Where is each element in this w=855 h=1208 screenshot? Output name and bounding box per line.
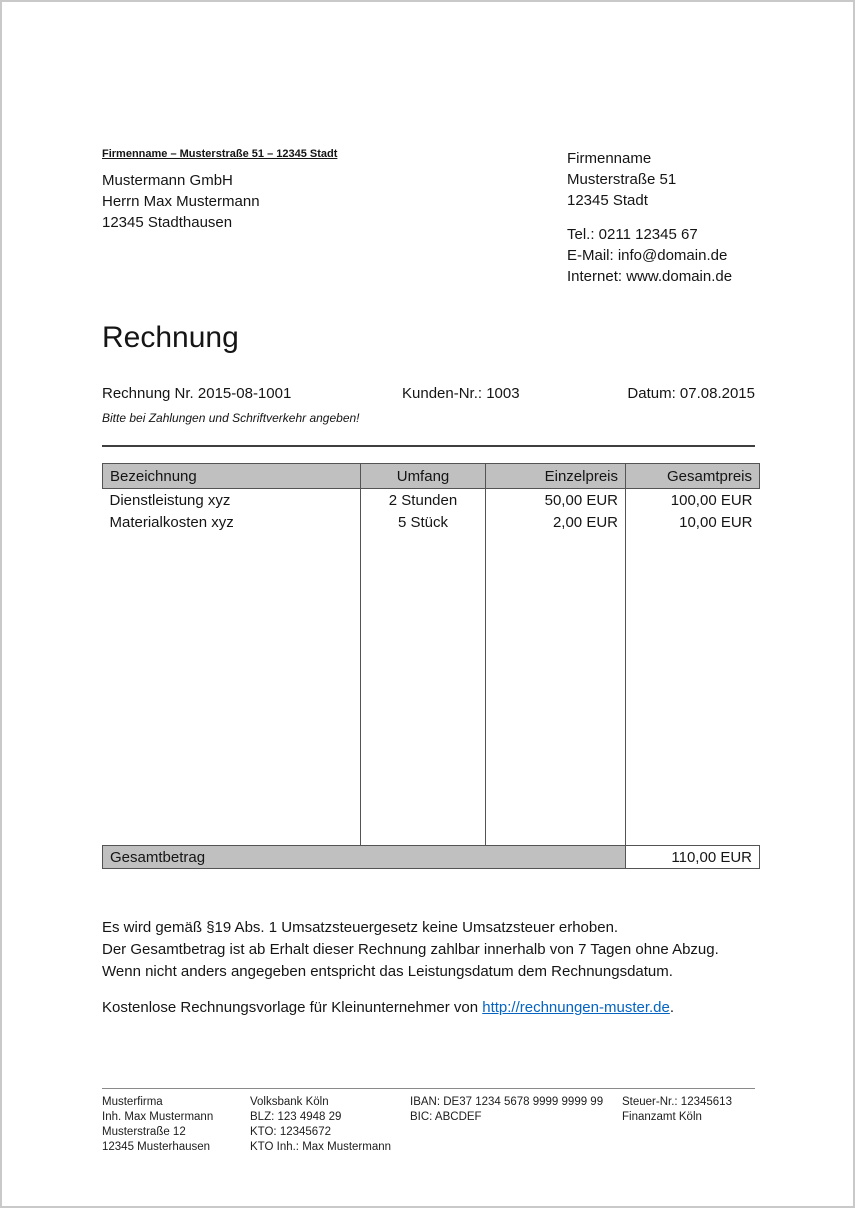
terms-paragraph: [102, 917, 755, 983]
table-row: [103, 511, 760, 533]
footer-owner: Inh. Max Mustermann: [102, 1111, 214, 1123]
sender-city: 12345 Stadt: [567, 192, 648, 209]
sender-phone: Tel.: 0211 12345 67: [567, 226, 698, 243]
sender-name: Firmenname: [567, 150, 652, 167]
footer-iban: IBAN: DE37 1234 5678 9999 9999 99: [410, 1096, 604, 1108]
sender-street: Musterstraße 51: [567, 171, 677, 188]
spacer-cell: [103, 533, 361, 846]
template-source-link[interactable]: http://rechnungen-muster.de: [482, 999, 670, 1016]
footer-bic: BIC: ABCDEF: [410, 1111, 482, 1123]
column-header-umfang: Umfang: [361, 464, 486, 489]
footer-kto-owner: KTO Inh.: Max Mustermann: [250, 1141, 392, 1153]
terms-line-service-date: Wenn nicht anders angegeben entspricht das Leistungsdatum dem Rechnungsdatum.: [102, 963, 673, 980]
table-spacer-row: [103, 533, 760, 846]
spacer-cell: [486, 533, 626, 846]
item-quantity: 2 Stunden: [361, 489, 486, 512]
invoice-number: Rechnung Nr. 2015-08-1001: [102, 385, 292, 402]
recipient-contact-person: Herrn Max Mustermann: [102, 193, 260, 210]
footer-bank-column: [250, 1095, 410, 1155]
letterhead: [102, 148, 755, 287]
column-header-einzelpreis: Einzelpreis: [486, 464, 626, 489]
footer-blz: BLZ: 123 4948 29: [250, 1111, 342, 1123]
table-row: [103, 489, 760, 512]
sender-email: E-Mail: info@domain.de: [567, 247, 728, 264]
sender-block: [567, 148, 755, 287]
footer-bank-name: Volksbank Köln: [250, 1096, 329, 1108]
footer-tax-office: Finanzamt Köln: [622, 1111, 702, 1123]
item-quantity: 5 Stück: [361, 511, 486, 533]
footer-company-column: [102, 1095, 250, 1155]
recipient-block: [102, 148, 337, 287]
footer-company-name: Musterfirma: [102, 1096, 163, 1108]
footer-iban-column: [410, 1095, 622, 1155]
terms-line-payment: Der Gesamtbetrag ist ab Erhalt dieser Rechnung zahlbar innerhalb von 7 Tagen ohne Abzug.: [102, 941, 719, 958]
credit-suffix: .: [669, 999, 675, 1016]
spacer-cell: [361, 533, 486, 846]
template-credit-line: [102, 999, 755, 1016]
footer-kto: KTO: 12345672: [250, 1126, 331, 1138]
item-unit-price: 2,00 EUR: [486, 511, 626, 533]
terms-line-tax: Es wird gemäß §19 Abs. 1 Umsatzsteuergesetz keine Umsatzsteuer erhoben.: [102, 919, 619, 936]
footer-tax-column: [622, 1095, 755, 1155]
total-label: Gesamtbetrag: [103, 846, 626, 869]
item-description: Dienstleistung xyz: [103, 489, 361, 512]
recipient-city: 12345 Stadthausen: [102, 214, 233, 231]
invoice-date: Datum: 07.08.2015: [627, 385, 755, 402]
spacer-cell: [626, 533, 760, 846]
footer-city: 12345 Musterhausen: [102, 1141, 211, 1153]
customer-number: Kunden-Nr.: 1003: [402, 385, 520, 402]
total-amount: 110,00 EUR: [626, 846, 760, 869]
invoice-content: [2, 148, 853, 1016]
total-row: [103, 846, 760, 869]
credit-prefix: Kostenlose Rechnungsvorlage für Kleinunternehmer von: [102, 999, 483, 1016]
item-description: Materialkosten xyz: [103, 511, 361, 533]
payment-reference-note: Bitte bei Zahlungen und Schriftverkehr angeben!: [102, 411, 360, 425]
footer-street: Musterstraße 12: [102, 1126, 186, 1138]
sender-website: Internet: www.domain.de: [567, 268, 733, 285]
item-total-price: 10,00 EUR: [679, 513, 753, 531]
return-address-line: Firmenname – Musterstraße 51 – 12345 Stadt: [102, 148, 338, 160]
divider-line: [102, 445, 755, 447]
recipient-address: [102, 170, 337, 233]
sender-contact: [567, 224, 755, 287]
column-header-gesamtpreis: Gesamtpreis: [626, 464, 760, 489]
column-header-bezeichnung: Bezeichnung: [103, 464, 361, 489]
page-footer: [102, 1088, 755, 1155]
invoice-meta-row: [102, 385, 755, 402]
recipient-name: Mustermann GmbH: [102, 172, 233, 189]
footer-tax-number: Steuer-Nr.: 12345613: [622, 1096, 732, 1108]
page-title: Rechnung: [102, 321, 239, 354]
item-unit-price: 50,00 EUR: [486, 489, 626, 512]
line-items-table: [102, 463, 760, 869]
table-header-row: [103, 464, 760, 489]
item-total-price: 100,00 EUR: [670, 491, 753, 509]
